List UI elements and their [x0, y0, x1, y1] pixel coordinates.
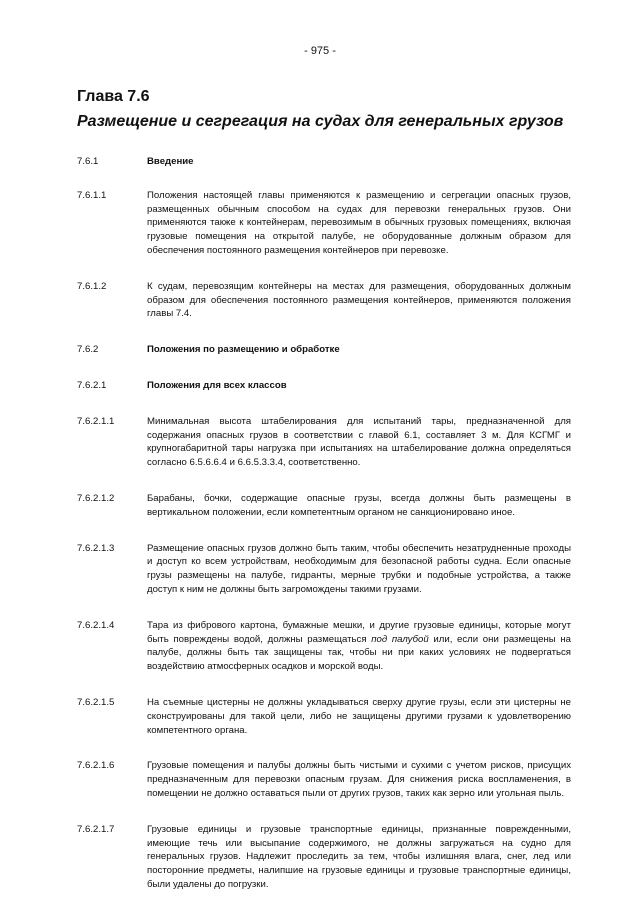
paragraph-text: Грузовые помещения и палубы должны быть чистыми и сухими с учетом рисков, присущих предназначенным для перевозки опасным грузам. Для снижения риска воспламенения, в помещении не должно оставаться пыли от других грузов, таких как зерно или угольная пыль. — [147, 760, 571, 799]
paragraph-7-6-1-1 — [77, 189, 571, 258]
paragraph-7-6-2-1-1 — [77, 415, 571, 470]
paragraph-7-6-2-1-2 — [77, 492, 571, 520]
paragraph-number: 7.6.1.2 — [77, 280, 107, 292]
paragraph-7-6-2-1-7 — [77, 823, 571, 892]
paragraph-text: Минимальная высота штабелирования для испытаний тары, предназначенной для содержания опасных грузов в соответствии с главой 6.1, составляет 3 м. Для КСГМГ и крупногабаритной тары нагрузка при испытаниях на штабелирование должна определяться согласно 6.5.6.6.4 и 6.6.5.3.3.4, соответственно. — [147, 415, 571, 469]
emphasized-text: под палубой — [371, 633, 429, 645]
paragraph-number: 7.6.2.1.7 — [77, 823, 115, 835]
section-number: 7.6.2.1 — [77, 379, 107, 391]
paragraph-7-6-2-1-5 — [77, 696, 571, 737]
paragraph-7-6-2-1-6 — [77, 759, 571, 800]
chapter-title: Глава 7.6 — [77, 88, 150, 105]
paragraph-7-6-2-1-4 — [77, 619, 571, 674]
paragraph-text — [147, 619, 571, 674]
page-number: - 975 - — [304, 45, 336, 57]
paragraph-number: 7.6.2.1.1 — [77, 415, 115, 427]
paragraph-7-6-2-1-3 — [77, 542, 571, 597]
chapter-subtitle: Размещение и сегрегация на судах для генеральных грузов — [77, 113, 564, 130]
paragraph-number: 7.6.2.1.5 — [77, 696, 115, 708]
paragraph-text-part: Тара из фибрового картона, бумажные мешки, и другие грузовые единицы, которые могут быть повреждены водой, должны размещаться — [147, 619, 571, 645]
paragraph-text: К судам, перевозящим контейнеры на местах для размещения, оборудованных должным образом для обеспечения постоянного размещения контейнеров, применяются положения главы 7.4. — [147, 280, 571, 320]
paragraph-number: 7.6.1.1 — [77, 189, 107, 201]
document-body — [77, 155, 571, 892]
paragraph-text: Грузовые единицы и грузовые транспортные единицы, признанные поврежденными, имеющие течь или высыпание содержимого, не должны загружаться на судно для генеральных грузов. Надлежит проследить за тем, чтобы излишняя влага, снег, лед или посторонние предметы, налипшие на грузовые единицы и грузовые транспортные единицы, были удалены до погрузки. — [147, 823, 571, 890]
section-7-6-2-1 — [77, 379, 571, 393]
paragraph-text: Барабаны, бочки, содержащие опасные грузы, всегда должны быть размещены в вертикальном положении, если компетентным органом не санкционировано иное. — [147, 492, 571, 518]
paragraph-text: На съемные цистерны не должны укладываться сверху другие грузы, если эти цистерны не сконструированы для такой цели, либо не защищены другими грузами к удовлетворению компетентного органа. — [147, 696, 571, 736]
paragraph-text: Положения настоящей главы применяются к размещению и сегрегации опасных грузов, размещенных обычным способом на судах для перевозки генеральных грузов. Они применяются также к контейнерам, перевозимым в обычных грузовых помещениях, включая грузовые помещения на открытой палубе, не оборудованные должным образом для обеспечения постоянного размещения контейнеров при перевозке. — [147, 189, 571, 256]
section-heading: Положения по размещению и обработке — [147, 344, 340, 356]
paragraph-text-part: или, если они размещены на палубе, должны быть так защищены так, чтобы ни при каких условиях не подвергаться воздействию атмосферных осадков и морской воды. — [147, 633, 571, 673]
section-heading: Введение — [147, 156, 194, 167]
section-number: 7.6.1 — [77, 156, 99, 167]
section-number: 7.6.2 — [77, 344, 99, 356]
paragraph-text: Размещение опасных грузов должно быть таким, чтобы обеспечить незатрудненные проходы и доступ ко всем устройствам, необходимым для безопасной работы судна. Если опасные грузы размещены на палубе, гидранты, мерные трубки и подобные устройства, а также доступ к ним не должны быть загромождены такими грузами. — [147, 542, 571, 595]
section-heading: Положения для всех классов — [147, 379, 287, 391]
paragraph-number: 7.6.2.1.3 — [77, 542, 115, 554]
paragraph-number: 7.6.2.1.2 — [77, 492, 115, 504]
paragraph-7-6-1-2 — [77, 280, 571, 321]
section-7-6-1 — [77, 155, 571, 169]
paragraph-number: 7.6.2.1.4 — [77, 619, 115, 631]
paragraph-number: 7.6.2.1.6 — [77, 760, 115, 772]
section-7-6-2 — [77, 343, 571, 357]
